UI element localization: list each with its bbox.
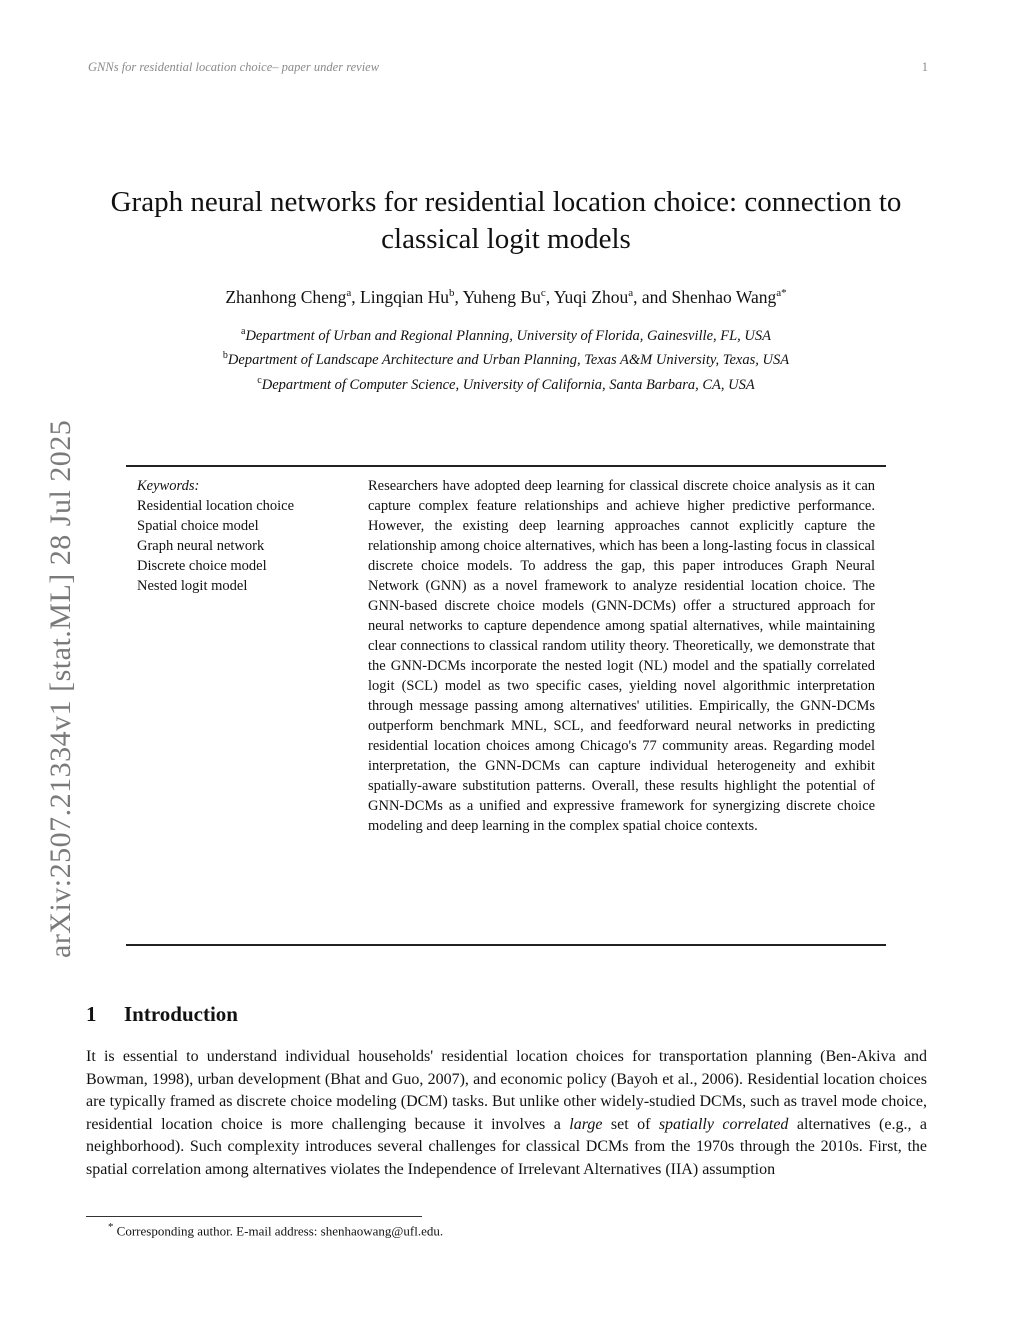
author-affiliation-mark: a — [346, 287, 352, 299]
section-title: Introduction — [124, 1002, 238, 1026]
author-affiliation-mark: b — [448, 287, 455, 299]
intro-text: It is essential to understand individual households' residential location choices for transportation planning (Ben-Akiva and Bowman, 1998), urban development (Bhat and Guo, 2007), and economic policy (Bayoh et al., 2006). Residential location choices are typically framed as discrete choice modeling (DCM) tasks. But unlike other widely-studied DCMs, such as travel mode choice, residential location choice is more challenging because it involves a — [86, 1048, 927, 1133]
author-separator: , — [351, 286, 361, 307]
author-separator: , — [545, 286, 554, 307]
footnote-mark: * — [108, 1221, 114, 1233]
author-separator: , and — [633, 286, 672, 307]
author-affiliation-mark: a — [628, 287, 634, 299]
keyword-item: Nested logit model — [137, 578, 248, 594]
abstract-text: Researchers have adopted deep learning for classical discrete choice analysis as it can capture complex feature relationships and achieve higher predictive performance. However, the existing deep learning approaches cannot explicitly capture the relationship among choice alternatives, which has been a long-lasting focus in classical discrete choice models. To address the gap, this paper introduces Graph Neural Network (GNN) as a novel framework to analyze residential location choice. The GNN-based discrete choice models (GNN-DCMs) offer a structured approach for neural networks to capture dependence among spatial alternatives, while maintaining clear connections to classical random utility theory. Theoretically, we demonstrate that the GNN-DCMs incorporate the nested logit (NL) model and the spatially correlated logit (SCL) model as two specific cases, yielding novel algorithmic interpretation through message passing among alternatives' utilities. Empirically, the GNN-DCMs outperform benchmark MNL, SCL, and feedforward neural networks in predicting residential location choices among Chicago's 77 community areas. Regarding model interpretation, the GNN-DCMs can capture individual heterogeneity and exhibit spatially-aware substitution patterns. Overall, these results highlight the potential of GNN-DCMs as a unified and expressive framework for synergizing discrete choice modeling and deep learning in the complex spatial choice contexts. — [368, 478, 875, 834]
affiliation-mark: a — [240, 326, 246, 337]
affiliation-mark: b — [222, 350, 228, 362]
running-header: GNNs for residential location choice– paper under review — [88, 60, 380, 74]
intro-emphasis: spatially correlated — [658, 1115, 789, 1133]
footnote-text: Corresponding author. E-mail address: shenhaowang@ufl.edu. — [116, 1223, 444, 1239]
author-name: Yuheng Bu — [462, 286, 541, 307]
author-separator: , — [454, 286, 463, 307]
keyword-item: Residential location choice — [137, 498, 295, 514]
section-number: 1 — [86, 1002, 97, 1026]
page-number: 1 — [921, 60, 928, 74]
affiliation-mark: c — [257, 374, 262, 386]
keyword-item: Spatial choice model — [137, 518, 259, 534]
abstract-bottom-rule — [126, 944, 886, 946]
author-name: Shenhao Wang — [671, 286, 777, 307]
author-name: Zhanhong Cheng — [225, 286, 347, 307]
affiliation-list — [88, 322, 924, 395]
affiliation-text: Department of Landscape Architecture and Urban Planning, Texas A&M University, Texas, USA — [227, 352, 790, 369]
affiliation-text: Department of Urban and Regional Planning, University of Florida, Gainesville, FL, USA — [245, 327, 772, 344]
author-list — [88, 282, 924, 308]
footnote — [108, 1221, 443, 1239]
intro-text: alternatives (e.g., a neighborhood). Such complexity introduces several challenges for classical DCMs from the 1970s through the 2010s. First, the spatial correlation among alternatives violates the Independence of Irrelevant Alternatives (IIA) assumption — [86, 1115, 927, 1178]
keywords-block — [137, 476, 352, 596]
intro-emphasis: large — [569, 1115, 603, 1133]
keyword-item: Graph neural network — [137, 538, 265, 554]
affiliation — [88, 346, 924, 370]
author-name: Lingqian Hu — [360, 286, 449, 307]
keywords-heading: Keywords: — [137, 478, 200, 494]
author-affiliation-mark: a* — [776, 287, 787, 299]
arxiv-stamp[interactable]: arXiv:2507.21334v1 [stat.ML] 28 Jul 2025 — [44, 419, 77, 958]
affiliation — [88, 371, 924, 395]
keyword-item: Discrete choice model — [137, 558, 267, 574]
intro-text: set of — [602, 1115, 659, 1133]
footnote-rule — [86, 1216, 422, 1217]
affiliation-text: Department of Computer Science, University of California, Santa Barbara, CA, USA — [261, 376, 755, 393]
author-affiliation-mark: c — [540, 287, 546, 299]
intro-paragraph — [86, 1046, 927, 1182]
author-name: Yuqi Zhou — [553, 286, 629, 307]
section-heading — [86, 1002, 238, 1027]
abstract-top-rule — [126, 465, 886, 467]
paper-title: Graph neural networks for residential location choice: connection to classical logit models — [110, 186, 902, 255]
affiliation — [88, 322, 924, 346]
